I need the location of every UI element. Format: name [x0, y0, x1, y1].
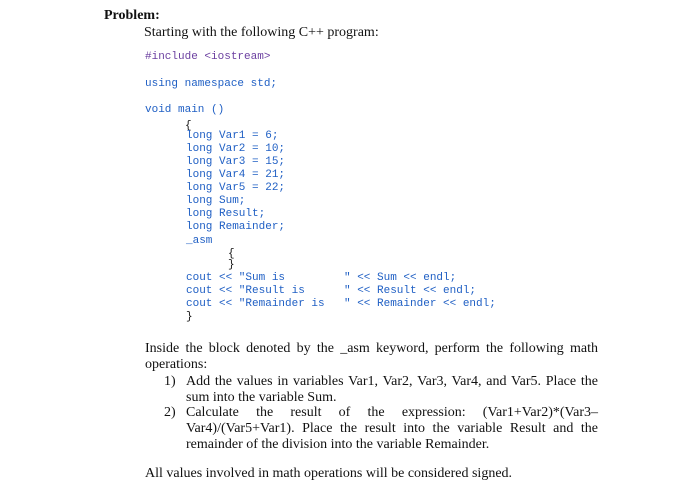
- asm-open-brace: {: [228, 248, 235, 260]
- decl-line: long Var5 = 22;: [186, 182, 286, 194]
- include-line: #include <iostream>: [145, 51, 271, 63]
- decl-line: long Var4 = 21;: [186, 169, 286, 181]
- decl-line: long Remainder;: [186, 221, 286, 233]
- main-close-brace: }: [186, 311, 193, 323]
- cout-left: cout << "Remainder is: [186, 298, 325, 310]
- cout-right: " << Sum << endl;: [344, 272, 457, 284]
- intro-text: Starting with the following C++ program:: [144, 25, 379, 40]
- cout-right: " << Remainder << endl;: [344, 298, 496, 310]
- decl-line: long Var2 = 10;: [186, 143, 286, 155]
- decl-line: long Var1 = 6;: [186, 130, 279, 142]
- operation-number: 1): [164, 374, 176, 389]
- instruction-paragraph: Inside the block denoted by the _asm keyword, perform the following math operations:: [145, 341, 598, 372]
- decl-line: long Var3 = 15;: [186, 156, 286, 168]
- decl-line: long Result;: [186, 208, 266, 220]
- cout-right: " << Result << endl;: [344, 285, 477, 297]
- operation-text: Calculate the result of the expression: (Var1+Var2)*(Var3–Var4)/(Var5+Var1). Place the result into the variable Result and the remainder of the division into the variable Remainder.: [186, 405, 598, 452]
- cout-left: cout << "Sum is: [186, 272, 286, 284]
- asm-close-brace: }: [228, 259, 235, 271]
- problem-heading: Problem:: [104, 8, 160, 23]
- footer-text: All values involved in math operations will be considered signed.: [145, 466, 513, 481]
- operation-number: 2): [164, 405, 176, 420]
- asm-keyword: _asm: [186, 235, 213, 247]
- cout-left: cout << "Result is: [186, 285, 305, 297]
- main-open-brace: {: [185, 120, 192, 132]
- decl-line: long Sum;: [186, 195, 246, 207]
- main-declaration: void main (): [145, 104, 225, 116]
- using-line: using namespace std;: [145, 78, 278, 90]
- operation-text: Add the values in variables Var1, Var2, Var3, Var4, and Var5. Place the sum into the variable Sum.: [186, 374, 598, 405]
